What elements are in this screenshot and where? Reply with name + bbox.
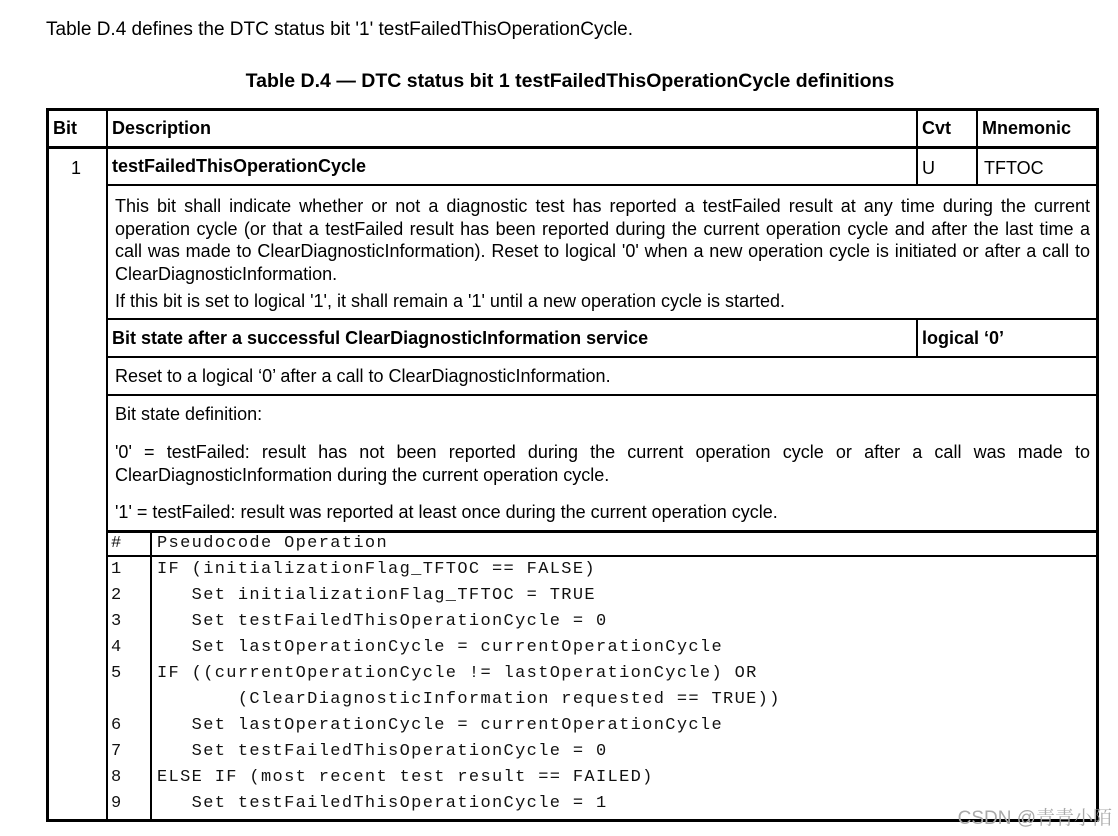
pseudocode-line-number: 8 [111,768,123,787]
pseudocode-line: Set lastOperationCycle = currentOperationCycle [157,638,724,657]
pseudocode-line: Set initializationFlag_TFTOC = TRUE [157,586,596,605]
pseudocode-line-number: 6 [111,716,123,735]
pseudocode-line: ELSE IF (most recent test result == FAILED) [157,768,654,787]
pseudocode-line: Set lastOperationCycle = currentOperationCycle [157,716,724,735]
cvt-value: U [922,158,935,178]
intro-text: Table D.4 defines the DTC status bit '1' testFailedThisOperationCycle. [46,19,634,40]
header-cvt: Cvt [922,118,952,138]
pseudocode-line: Set testFailedThisOperationCycle = 1 [157,794,608,813]
pseudocode-hash-header: # [111,534,123,553]
dtc-status-table [46,108,1099,822]
pseudocode-line-number: 5 [111,664,123,683]
pseudocode-line-number: 7 [111,742,123,761]
reset-text: Reset to a logical ‘0’ after a call to ClearDiagnosticInformation. [115,366,611,386]
header-mnemonic: Mnemonic [982,118,1072,138]
clear-state-value: logical ‘0’ [922,328,1005,348]
bit-description: This bit shall indicate whether or not a diagnostic test has reported a testFailed result at any time during the current operation cycle (or that a testFailed result has been reported during the current operation cycle and after the last time a call was made to ClearDiagnosticInformation). Reset to logical '0' when a new operation cycle is initiated or after a call to ClearDiagnosticInformation. [115,196,1090,284]
mnemonic-value: TFTOC [984,158,1044,178]
pseudocode-line-number: 3 [111,612,123,631]
pseudocode-line: Set testFailedThisOperationCycle = 0 [157,742,608,761]
header-bit: Bit [53,118,77,138]
pseudocode-line-number: 4 [111,638,123,657]
pseudocode-header: Pseudocode Operation [157,534,389,553]
table-caption: Table D.4 — DTC status bit 1 testFailedThisOperationCycle definitions [245,70,895,92]
clear-state-label: Bit state after a successful ClearDiagnosticInformation service [112,328,649,348]
pseudocode-line: IF (initializationFlag_TFTOC == FALSE) [157,560,596,579]
watermark: CSDN @青青小陌 [957,808,1112,829]
pseudocode-line-number: 9 [111,794,123,813]
pseudocode-line: IF ((currentOperationCycle != lastOperationCycle) OR [157,664,758,683]
definition-title: Bit state definition: [115,404,263,424]
pseudocode-line-number: 2 [111,586,123,605]
pseudocode-line: (ClearDiagnosticInformation requested == TRUE)) [157,690,781,709]
pseudocode-line: Set testFailedThisOperationCycle = 0 [157,612,608,631]
pseudocode-line-number: 1 [111,560,123,579]
definition-zero: '0' = testFailed: result has not been reported during the current operation cycle or after a call was made to ClearDiagnosticInformation during the current operation cycle. [115,442,1090,485]
bit-description-note: If this bit is set to logical '1', it shall remain a '1' until a new operation cycle is started. [115,291,786,311]
definition-one: '1' = testFailed: result was reported at least once during the current operation cycle. [115,502,778,522]
bit-name: testFailedThisOperationCycle [112,156,367,176]
bit-number: 1 [71,158,82,178]
header-description: Description [112,118,212,138]
